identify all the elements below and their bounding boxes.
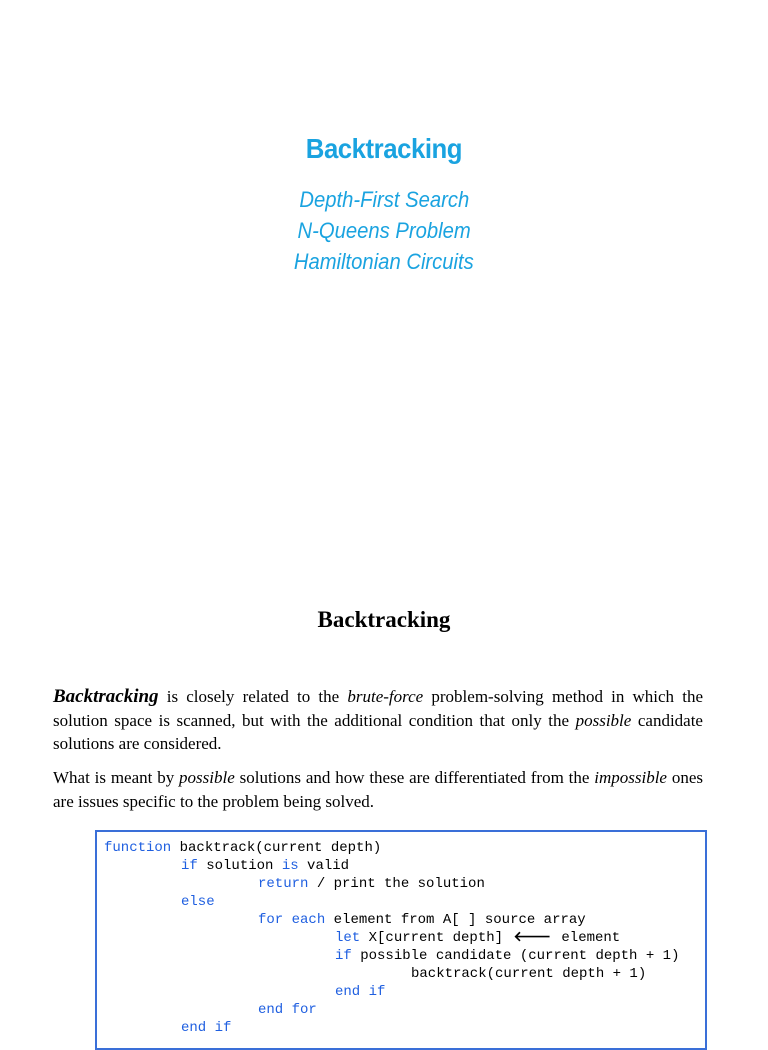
subtitle-item: Hamiltonian Circuits — [294, 249, 474, 274]
code-line: let X[current depth] 🡐 element — [335, 930, 621, 946]
emphasis-impossible: impossible — [594, 768, 667, 787]
code-line: for each element from A[ ] source array — [258, 912, 586, 928]
code-line: function backtrack(current depth) — [104, 840, 382, 856]
code-line: end if — [181, 1020, 232, 1036]
slide-title: Backtracking — [305, 133, 463, 164]
left-arrow-icon: 🡐 — [513, 930, 551, 946]
code-line: if possible candidate (current depth + 1) — [335, 948, 680, 964]
subtitle-item: Depth-First Search — [299, 187, 469, 212]
code-line: if solution is valid — [181, 858, 350, 874]
term-backtracking: Backtracking — [53, 686, 159, 707]
emphasis-possible: possible — [575, 710, 632, 730]
pseudocode-box — [95, 830, 707, 1050]
emphasis-possible: possible — [179, 768, 235, 787]
possible-solutions-paragraph: What is meant by possible solutions and how these are differentiated from the impossible ones are issues specific to the problem being solved. — [53, 768, 703, 811]
code-line: backtrack(current depth + 1) — [411, 966, 647, 982]
code-line: return / print the solution — [258, 876, 485, 892]
emphasis-brute-force: brute-force — [347, 687, 424, 706]
intro-paragraph: Backtracking is closely related to the brute-force problem-solving method in which the solution space is scanned, but with the additional condition that only the possible candidate solutions are considered. — [53, 686, 704, 753]
code-line: else — [181, 894, 215, 910]
code-line: end if — [335, 984, 386, 1000]
code-line: end for — [258, 1002, 317, 1018]
subtitle-list — [0, 184, 768, 277]
subtitle-item: N-Queens Problem — [297, 218, 471, 243]
section-heading: Backtracking — [317, 607, 451, 632]
